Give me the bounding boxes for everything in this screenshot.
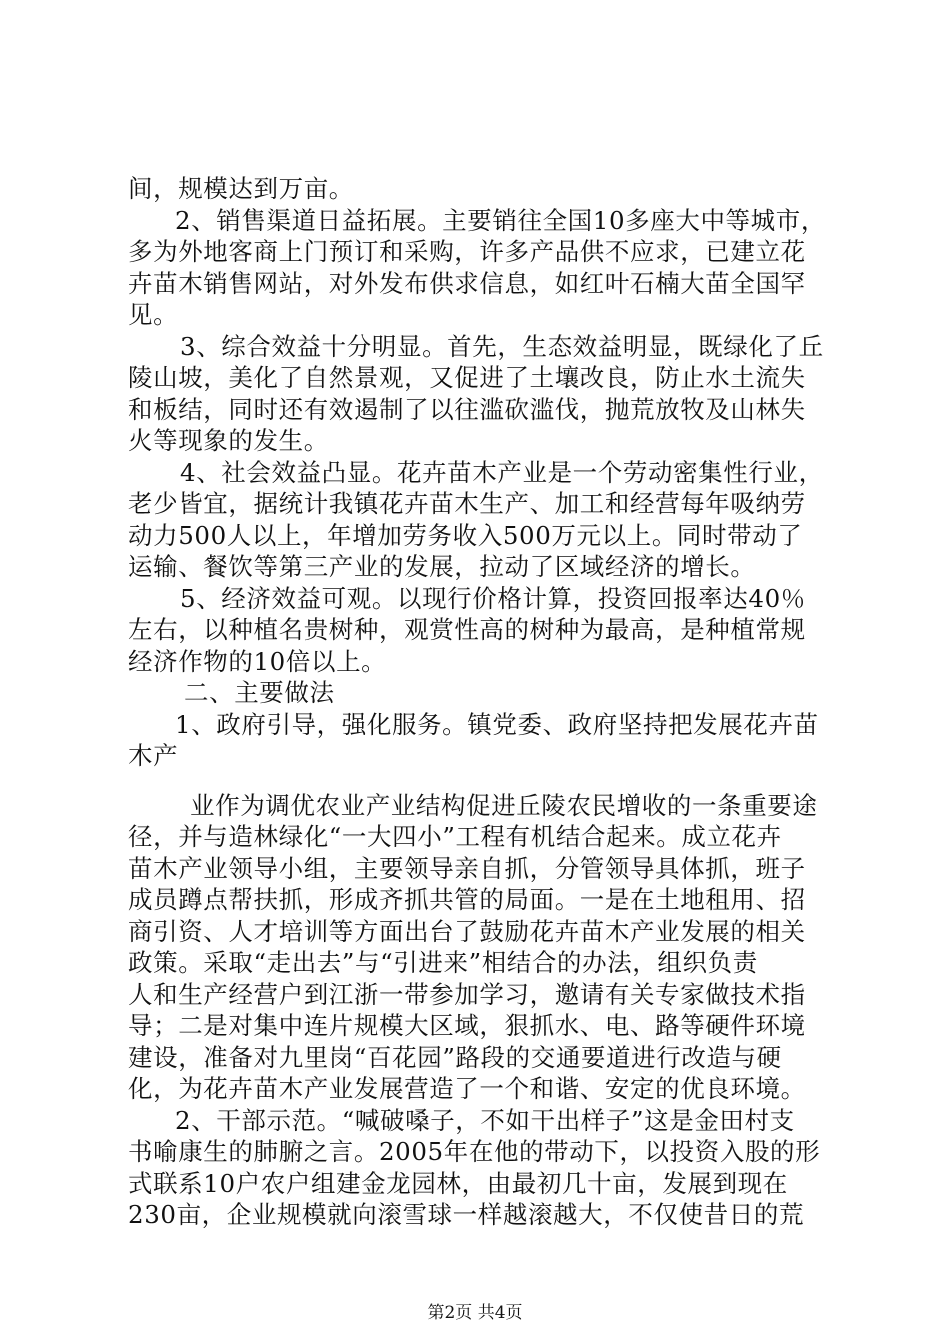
text-line: 式联系10户农户组建金龙园林，由最初几十亩，发展到现在 (128, 1168, 788, 1198)
text-line: 苗木产业领导小组，主要领导亲自抓，分管领导具体抓，班子 (128, 853, 806, 883)
text-line: 动力500人以上，年增加劳务收入500万元以上。同时带动了 (128, 520, 803, 550)
text-line: 230亩，企业规模就向滚雪球一样越滚越大，不仅使昔日的荒 (128, 1200, 805, 1229)
section-heading: 二、主要做法 (184, 678, 335, 707)
text-line: 火等现象的发生。 (128, 426, 329, 455)
text-line: 人和生产经营户到江浙一带参加学习，邀请有关专家做技术指 (128, 979, 806, 1009)
text-line: 2、干部示范。“喊破嗓子，不如干出样子”这是金田村支 (175, 1105, 795, 1135)
text-line: 导；二是对集中连片规模大区域，狠抓水、电、路等硬件环境 (128, 1011, 806, 1040)
text-line: 径，并与造林绿化“一大四小”工程有机结合起来。成立花卉 (128, 822, 782, 851)
text-line: 卉苗木销售网站，对外发布供求信息，如红叶石楠大苗全国罕 (128, 268, 806, 298)
text-line: 间，规模达到万亩。 (128, 174, 354, 203)
paragraph-gap (128, 772, 828, 790)
text-line: 木产 (128, 741, 179, 770)
text-line: 见。 (128, 300, 179, 329)
text-line: 商引资、人才培训等方面出台了鼓励花卉苗木产业发展的相关 (128, 916, 806, 946)
text-line: 成员蹲点帮扶抓，形成齐抓共管的局面。一是在土地租用、招 (128, 885, 806, 914)
text-line: 多为外地客商上门预订和采购，许多产品供不应求，已建立花 (128, 237, 806, 266)
document-body (128, 173, 828, 1231)
text-line: 建设，准备对九里岗“百花园”路段的交通要道进行改造与硬 (128, 1042, 782, 1072)
text-line: 运输、餐饮等第三产业的发展，拉动了区域经济的增长。 (128, 552, 756, 581)
text-line: 业作为调优农业产业结构促进丘陵农民增收的一条重要途 (190, 790, 818, 820)
text-line: 老少皆宜，据统计我镇花卉苗木生产、加工和经营每年吸纳劳 (128, 489, 806, 518)
text-line: 5、经济效益可观。以现行价格计算，投资回报率达40％ (180, 583, 806, 613)
text-line: 化，为花卉苗木产业发展营造了一个和谐、安定的优良环境。 (128, 1074, 806, 1103)
page-number-footer: 第2页 共4页 (427, 1303, 523, 1323)
text-line: 2、销售渠道日益拓展。主要销往全国10多座大中等城市， (175, 205, 826, 235)
text-line: 左右，以种植名贵树种，观赏性高的树种为最高，是种植常规 (128, 615, 806, 644)
text-line: 政策。采取“走出去”与“引进来”相结合的办法，组织负责 (128, 948, 758, 977)
text-line: 3、综合效益十分明显。首先，生态效益明显，既绿化了丘 (180, 331, 824, 361)
text-line: 和板结，同时还有效遏制了以往滥砍滥伐，抛荒放牧及山林失 (128, 394, 806, 424)
text-line: 陵山坡，美化了自然景观，又促进了土壤改良，防止水土流失 (128, 363, 806, 392)
text-line: 1、政府引导，强化服务。镇党委、政府坚持把发展花卉苗 (175, 709, 819, 739)
text-line: 书喻康生的肺腑之言。2005年在他的带动下，以投资入股的形 (128, 1137, 821, 1166)
text-line: 4、社会效益凸显。花卉苗木产业是一个劳动密集性行业， (180, 457, 824, 487)
text-line: 经济作物的10倍以上。 (128, 646, 387, 676)
